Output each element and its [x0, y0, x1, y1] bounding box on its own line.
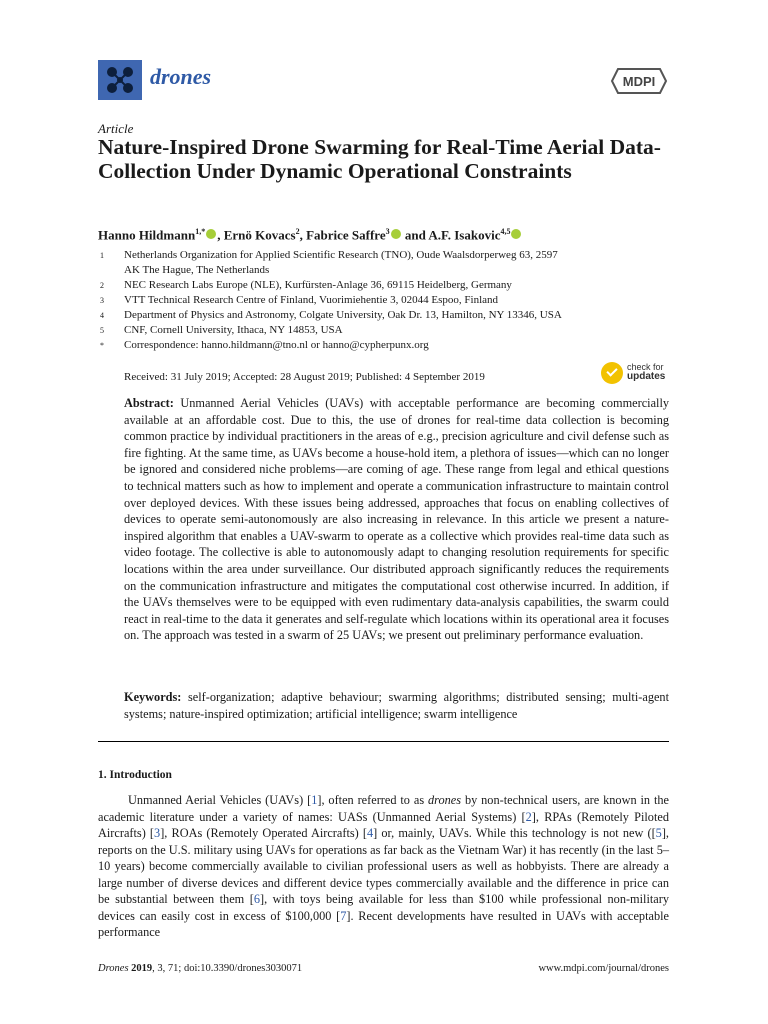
article-type: Article: [98, 121, 134, 136]
author-3-sup: 3: [385, 227, 390, 236]
footer-doi: , 3, 71; doi:10.3390/drones3030071: [152, 963, 303, 974]
author-sep: ,: [217, 227, 224, 243]
check-updates-line2: updates: [627, 371, 666, 382]
mdpi-logo: [610, 66, 668, 96]
section-heading: 1. Introduction: [98, 769, 172, 781]
intro-text: by non-technical users, are known in the academic literature under a variety of names: UASs (Unmanned Aerial Systems) [: [98, 793, 670, 824]
affiliation-num: 1: [100, 251, 104, 260]
intro-emphasis: drones: [428, 793, 462, 807]
author-4: A.F. Isakovic: [428, 227, 501, 243]
check-updates-text: [627, 362, 665, 382]
affiliation-text: CNF, Cornell University, Ithaca, NY 14853, USA: [124, 324, 343, 336]
affiliation-num: 3: [100, 296, 104, 305]
keywords: [124, 689, 669, 722]
affiliation-num: 4: [100, 311, 104, 320]
correspondence: [100, 338, 660, 353]
citation-link[interactable]: 6: [253, 892, 260, 906]
correspondence-text[interactable]: Correspondence: hanno.hildmann@tno.nl or hanno@cypherpunx.org: [124, 339, 429, 351]
orcid-icon[interactable]: [511, 229, 521, 239]
affiliation-num: 2: [100, 281, 104, 290]
intro-text: ], RPAs (Remotely Piloted Aircrafts) [: [98, 809, 669, 840]
orcid-icon[interactable]: [206, 229, 216, 239]
mdpi-logo-icon: [610, 66, 668, 96]
drone-logo-icon: [98, 60, 142, 100]
author-sep: ,: [299, 227, 307, 243]
footer-citation: [98, 963, 302, 974]
mdpi-logo-text: MDPI: [622, 74, 656, 89]
journal-name: drones: [150, 64, 212, 89]
citation-link[interactable]: 2: [525, 809, 532, 824]
publication-dates: Received: 31 July 2019; Accepted: 28 August 2019; Published: 4 September 2019: [124, 371, 485, 383]
footer-journal: Drones: [98, 963, 129, 974]
intro-text: ], reports on the U.S. military using UAVs for operations as far back as the Vietnam War) it has recently (in the last 5–10 years) become commercially available to civilian professional users as well as hobbyists. There are already a large number of diverse devices and different device types commercially available and the difference in price can be substantial between them [: [98, 826, 669, 906]
intro-text: ], with toys being available for less than $100 while professional non-military devices can easily cost in excess of $100,000 [: [98, 892, 669, 923]
check-updates-line1: check for: [627, 362, 664, 372]
footer-url[interactable]: www.mdpi.com/journal/drones: [538, 963, 669, 974]
affiliations: [100, 248, 660, 353]
paper-title: Nature-Inspired Drone Swarming for Real-Time Aerial Data-Collection Under Dynamic Operational Constraints: [98, 135, 661, 183]
check-for-updates-badge[interactable]: [601, 360, 671, 388]
citation-link[interactable]: 4: [367, 826, 374, 840]
affiliation-item: [100, 293, 660, 308]
affiliation-text: Netherlands Organization for Applied Scientific Research (TNO), Oude Waalsdorperweg 63, 2597 AK The Hague, The Netherlands: [124, 249, 558, 276]
orcid-icon[interactable]: [391, 229, 401, 239]
abstract-label: Abstract:: [124, 396, 174, 410]
abstract-text: Unmanned Aerial Vehicles (UAVs) with acceptable performance are becoming commercially available at an affordable cost. Due to this, the use of drones for real-time data collection is becoming common practice by individual practitioners in the areas of e.g., precision agriculture and civil defense such as fire fighting. At the same time, as UAVs become a house-hold item, a plethora of issues—which can no longer be ignored and considered niche problems—are coming of age. These range from legal and ethical questions to technical matters such as how to implement and operate a communication infrastructure to maintain control over deployed devices. With these issues being addressed, approaches that focus on enabling collectives of devices to operate semi-autonomously are also increasing in relevance. In this article we present a nature-inspired algorithm that enables a UAV-swarm to operate as a collective which provides real-time data such as video footage. The collective is able to autonomously adapt to changing resolution requirements for specific locations within the area under surveillance. Our distributed approach significantly reduces the requirements on the communication infrastructure and mitigates the computational cost otherwise incurred. In addition, if the UAVs themselves were to be equipped with even rudimentary data-analysis capabilities, the swarm could react in real-time to the data it generates and self-regulate which locations within its operational area it focuses on. The approach was tested in a swarm of 25 UAVs; we present out preliminary performance evaluation.: [124, 396, 670, 643]
citation-link[interactable]: 3: [154, 826, 161, 840]
divider: [98, 741, 669, 742]
author-3: Fabrice Saffre: [306, 227, 386, 243]
author-2-sup: 2: [295, 227, 300, 236]
citation-link[interactable]: 7: [340, 908, 347, 923]
intro-text: ]. Recent developments have resulted in UAVs with acceptable performance: [98, 908, 669, 939]
affiliation-text: VTT Technical Research Centre of Finland, Vuorimiehentie 3, 02044 Espoo, Finland: [124, 294, 499, 306]
author-1: Hanno Hildmann: [98, 227, 196, 243]
affiliation-num: *: [100, 341, 104, 350]
affiliation-item: [100, 323, 660, 338]
affiliation-num: 5: [100, 326, 104, 335]
author-sep: and: [401, 227, 429, 243]
intro-text: ], often referred to as: [317, 793, 429, 807]
affiliation-item: [100, 308, 660, 323]
intro-text: Unmanned Aerial Vehicles (UAVs) [: [128, 793, 312, 807]
citation-link[interactable]: 5: [655, 826, 662, 840]
author-2: Ernö Kovacs: [223, 227, 296, 243]
author-4-sup: 4,5: [500, 227, 511, 236]
affiliation-item: [100, 248, 660, 278]
citation-link[interactable]: 1: [311, 793, 318, 807]
affiliation-text: Department of Physics and Astronomy, Colgate University, Oak Dr. 13, Hamilton, NY 13346, USA: [124, 309, 562, 321]
journal-logo: [98, 60, 142, 100]
abstract: [124, 395, 669, 644]
check-icon: [601, 362, 623, 384]
author-list: [98, 227, 522, 243]
intro-paragraph: [98, 792, 669, 941]
keywords-text: self-organization; adaptive behaviour; swarming algorithms; distributed sensing; multi-agent systems; nature-inspired optimization; artificial intelligence; swarm intelligence: [124, 690, 669, 721]
author-1-sup: 1,*: [195, 227, 206, 236]
affiliation-text: NEC Research Labs Europe (NLE), Kurfürsten-Anlage 36, 69115 Heidelberg, Germany: [124, 279, 512, 291]
affiliation-item: [100, 278, 660, 293]
intro-text: ] or, mainly, UAVs. While this technology is not new ([: [373, 826, 656, 840]
intro-text: ], ROAs (Remotely Operated Aircrafts) [: [160, 826, 367, 840]
keywords-label: Keywords:: [124, 690, 182, 704]
footer-year: 2019: [131, 963, 153, 974]
